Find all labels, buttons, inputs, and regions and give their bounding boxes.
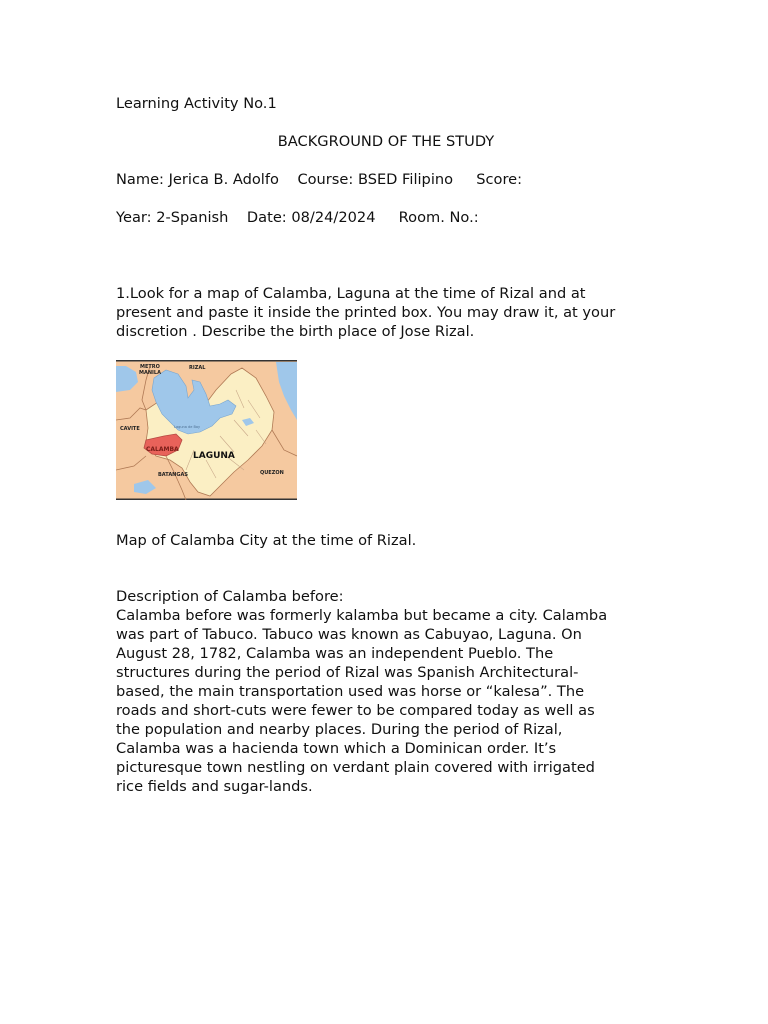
map-bottom-border	[116, 499, 297, 501]
label-batangas: BATANGAS	[158, 472, 188, 478]
description-line: the population and nearby places. During the period of Rizal,	[116, 721, 563, 738]
label-lake: Laguna de Bay	[174, 425, 201, 429]
description-line: Calamba before was formerly kalamba but became a city. Calamba	[116, 607, 608, 624]
description-line: August 28, 1782, Calamba was an independent Pueblo. The	[116, 645, 554, 662]
map-caption: Map of Calamba City at the time of Rizal.	[116, 532, 417, 549]
activity-title: Learning Activity No.1	[116, 95, 277, 112]
question-line: present and paste it inside the printed box. You may draw it, at your	[116, 304, 616, 321]
label-manila: MANILA	[139, 370, 161, 376]
description-line: picturesque town nestling on verdant plain covered with irrigated	[116, 759, 595, 776]
label-laguna: LAGUNA	[193, 451, 235, 461]
question-paragraph	[116, 284, 656, 341]
info-line-year-date-room: Year: 2-Spanish Date: 08/24/2024 Room. No.:	[116, 209, 479, 226]
description-line: Calamba was a hacienda town which a Dominican order. It’s	[116, 740, 557, 757]
description-section	[116, 587, 656, 796]
description-line: rice fields and sugar-lands.	[116, 778, 313, 795]
label-quezon: QUEZON	[260, 470, 284, 476]
map-graphic	[116, 360, 297, 500]
question-line: 1.Look for a map of Calamba, Laguna at the time of Rizal and at	[116, 285, 586, 302]
question-line: discretion . Describe the birth place of Jose Rizal.	[116, 323, 475, 340]
description-heading: Description of Calamba before:	[116, 588, 344, 605]
calamba-laguna-map	[116, 360, 297, 500]
label-cavite: CAVITE	[120, 426, 140, 432]
label-metro: METRO	[140, 364, 160, 370]
label-calamba: CALAMBA	[146, 446, 179, 453]
study-heading: BACKGROUND OF THE STUDY	[277, 133, 495, 150]
description-line: structures during the period of Rizal was Spanish Architectural-	[116, 664, 579, 681]
label-rizal: RIZAL	[189, 365, 206, 371]
description-line: was part of Tabuco. Tabuco was known as Cabuyao, Laguna. On	[116, 626, 582, 643]
map-top-border	[116, 360, 297, 362]
description-line: roads and short-cuts were fewer to be compared today as well as	[116, 702, 595, 719]
description-line: based, the main transportation used was horse or “kalesa”. The	[116, 683, 585, 700]
info-line-name-course-score: Name: Jerica B. Adolfo Course: BSED Filipino Score:	[116, 171, 523, 188]
